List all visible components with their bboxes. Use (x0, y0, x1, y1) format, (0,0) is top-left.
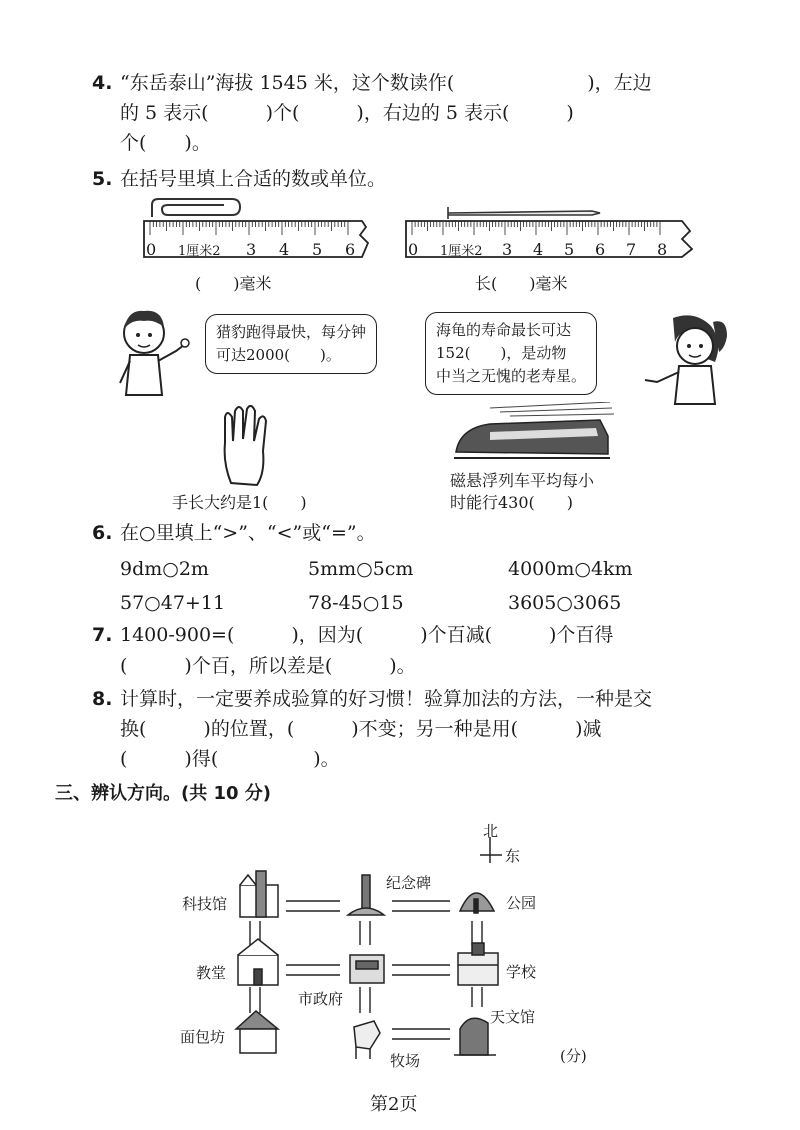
hand-caption: 手长大约是1( ) (172, 493, 307, 512)
compass-east-label: 东 (505, 847, 521, 865)
q6-title: 在○里填上“>”、“<”或“=”。 (120, 522, 376, 544)
boy-illustration (110, 305, 195, 405)
q5-number: 5. (92, 168, 113, 190)
tick-label: 5 (564, 240, 575, 259)
school-icon (458, 943, 498, 985)
paperclip-icon (152, 199, 240, 217)
score-label: (分) (560, 1047, 587, 1065)
ruler2-tick-labels (402, 240, 692, 260)
direction-map (170, 815, 630, 1075)
tick-label: 6 (345, 240, 356, 259)
tick-label: 3 (502, 240, 513, 259)
speech-bubble-left (205, 314, 377, 374)
bubble-right-line-3: 中当之无愧的老寿星。 (436, 367, 587, 385)
q8-line-3: ( )得( )。 (120, 748, 340, 770)
q4-line-3: 个( )。 (120, 132, 211, 154)
section-3-title: 三、辨认方向。(共 10 分) (55, 783, 272, 804)
park-icon (460, 893, 494, 913)
q8-line-2: 换( )的位置，( )不变；另一种是用( )减 (120, 718, 602, 740)
compass-north-label: 北 (483, 822, 499, 840)
q4-line-2: 的 5 表示( )个( )，右边的 5 表示( ) (120, 102, 574, 124)
bubble-left-line-1: 猎豹跑得最快，每分钟 (216, 323, 367, 341)
q7-number: 7. (92, 624, 113, 646)
q5-title: 在括号里填上合适的数或单位。 (120, 168, 387, 190)
q7-line-1: 1400-900=( )，因为( )个百减( )个百得 (120, 624, 614, 646)
q6-item: 9dm○2m (120, 558, 209, 580)
tick-label: 5 (312, 240, 323, 259)
maglev-train-illustration (450, 402, 615, 467)
q6-item: 4000m○4km (508, 558, 633, 580)
ruler1-caption: ( )毫米 (195, 274, 272, 293)
speech-bubble-right (425, 312, 597, 395)
ruler2-caption: 长( )毫米 (475, 274, 568, 293)
bubble-left-line-2: 可达2000( )。 (216, 346, 341, 364)
ranch-icon (354, 1021, 380, 1059)
train-caption-2: 时能行430( ) (450, 493, 574, 512)
tick-label: 0 (408, 240, 419, 259)
tick-label: 1厘米2 (178, 244, 221, 259)
q6-item: 5mm○5cm (308, 558, 414, 580)
nail-icon (448, 207, 600, 219)
q6-item: 3605○3065 (508, 592, 622, 614)
tick-label: 0 (146, 240, 157, 259)
church-icon (238, 939, 278, 985)
label-bakery: 面包坊 (180, 1028, 226, 1046)
ruler1-tick-labels (140, 240, 380, 260)
tick-label: 6 (595, 240, 606, 259)
hand-icon (215, 403, 275, 493)
label-park: 公园 (506, 894, 537, 912)
science-museum-icon (240, 871, 278, 917)
q6-number: 6. (92, 522, 113, 544)
tick-label: 3 (246, 240, 257, 259)
q4-number: 4. (92, 72, 113, 94)
bakery-icon (236, 1011, 278, 1053)
q8-line-1: 计算时，一定要养成验算的好习惯！验算加法的方法，一种是交 (120, 688, 653, 710)
tick-label: 4 (279, 240, 290, 259)
label-church: 教堂 (196, 964, 227, 982)
q7-line-2: ( )个百，所以差是( )。 (120, 655, 416, 677)
q4-line-1: “东岳泰山”海拔 1545 米，这个数读作( )，左边 (120, 72, 652, 94)
label-school: 学校 (506, 963, 537, 981)
girl-illustration (635, 308, 735, 408)
page-number: 第2页 (370, 1094, 418, 1115)
city-hall-icon (350, 955, 384, 983)
label-monument: 纪念碑 (386, 874, 432, 892)
train-caption-1: 磁悬浮列车平均每小 (450, 471, 595, 490)
label-science-museum: 科技馆 (182, 895, 228, 913)
bubble-right-line-1: 海龟的寿命最长可达 (436, 321, 572, 339)
q8-number: 8. (92, 688, 113, 710)
q6-item: 78-45○15 (308, 592, 404, 614)
monument-icon (348, 875, 384, 915)
label-observatory: 天文馆 (490, 1008, 536, 1026)
label-city-hall: 市政府 (298, 990, 344, 1008)
label-ranch: 牧场 (390, 1052, 421, 1070)
q6-item: 57○47+11 (120, 592, 226, 614)
bubble-right-line-2: 152( )，是动物 (436, 344, 567, 362)
tick-label: 1厘米2 (440, 244, 483, 259)
tick-label: 7 (626, 240, 637, 259)
tick-label: 4 (533, 240, 544, 259)
tick-label: 8 (657, 240, 668, 259)
